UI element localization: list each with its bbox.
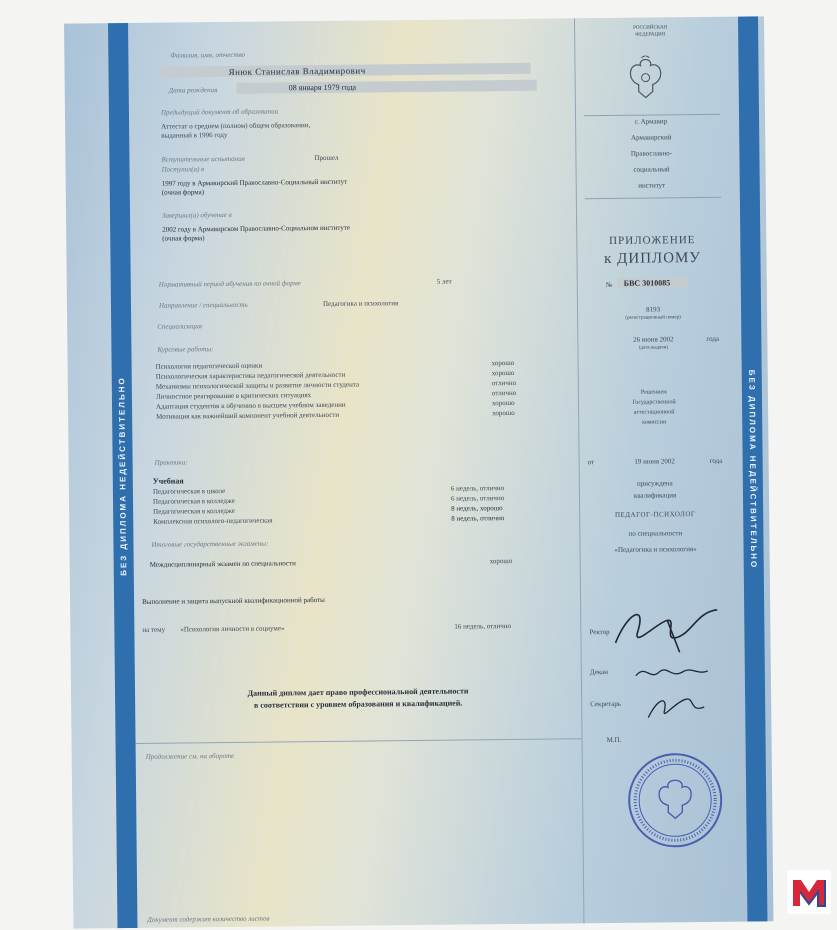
issue-date-suffix: года bbox=[706, 334, 720, 343]
entrance-label: Вступительные испытания bbox=[161, 154, 245, 164]
coursework-title: Психология педагогической оценки bbox=[155, 361, 263, 371]
exam-title: Междисциплинарный экзамен по специальности bbox=[149, 559, 296, 569]
practice-grade: 8 недель, отлично bbox=[451, 514, 505, 523]
specialty-intro: по специальности bbox=[628, 529, 683, 538]
coursework-grade: хорошо bbox=[491, 368, 515, 378]
thesis-label: Выполнение и защита выпускной квалификационной работы bbox=[142, 595, 325, 606]
right-strip-text: БЕЗ ДИПЛОМА НЕДЕЙСТВИТЕЛЬНО bbox=[747, 369, 759, 569]
city: г. Армавир bbox=[634, 117, 668, 126]
practice-label: Практики: bbox=[154, 458, 188, 467]
round-seal-icon bbox=[625, 750, 726, 851]
signature-icon bbox=[607, 592, 728, 663]
reg-number: 8193 bbox=[646, 305, 661, 314]
date-of-birth: 08 января 1979 года bbox=[288, 82, 357, 93]
coursework-title: Мотивация как важнейший компонент учебной деятельности bbox=[156, 410, 340, 421]
coursework-title: Психологическая характеристика педагогической деятельности bbox=[155, 370, 346, 381]
practice-title: Педагогическая в колледже bbox=[153, 506, 235, 516]
rector-label: Ректор bbox=[589, 627, 610, 637]
coursework-title: Адаптация студентов к обучению в высшем учебном заведении bbox=[155, 400, 346, 411]
prev-doc-line-2: выданный в 1996 году bbox=[161, 130, 228, 140]
coursework-grade: отлично bbox=[491, 388, 517, 398]
entered-label: Поступил(а) в bbox=[161, 165, 205, 174]
practice-title: Комплексная психолого-педагогическая bbox=[153, 516, 273, 526]
country-line-2: ФЕДЕРАЦИЯ bbox=[635, 32, 666, 38]
entrance-value: Прошел bbox=[314, 153, 339, 163]
practice-grade: 6 недель, отлично bbox=[450, 484, 505, 493]
institution-line-3: социальный bbox=[633, 165, 670, 174]
coursework-title: Личностное реагирование в критических ситуациях bbox=[155, 391, 312, 401]
thesis-prefix: на тему bbox=[142, 625, 166, 634]
country-line-1: РОССИЙСКАЯ bbox=[633, 25, 668, 31]
specialization-label: Специализация bbox=[157, 322, 203, 331]
exams-label: Итоговые государственные экзамены: bbox=[151, 539, 269, 549]
secretary-label: Секретарь bbox=[590, 699, 622, 709]
divider bbox=[585, 197, 721, 199]
decision-date-prefix: от bbox=[587, 458, 595, 467]
dob-bar bbox=[237, 80, 537, 94]
mp-label: М.П. bbox=[606, 735, 622, 745]
direction-value: Педагогика и психология bbox=[322, 299, 399, 308]
coursework-grade: хорошо bbox=[491, 398, 515, 408]
issue-date: 26 июня 2002 bbox=[633, 335, 674, 344]
finished-line-1: 2002 году в Армавирском Православно-Социальном институте bbox=[162, 223, 351, 234]
practice-grade: 6 недель, отлично bbox=[450, 494, 505, 503]
exam-grade: хорошо bbox=[489, 557, 513, 566]
prev-doc-label: Предыдущий документ об образовании bbox=[160, 107, 279, 117]
lower-block bbox=[136, 738, 584, 929]
student-name: Янюк Станислав Владимирович bbox=[228, 65, 366, 77]
series-number: БВС 3010085 bbox=[623, 278, 671, 288]
left-strip-text: БЕЗ ДИПЛОМА НЕДЕЙСТВИТЕЛЬНО bbox=[117, 375, 129, 576]
decision-date: 19 июня 2002 bbox=[634, 457, 675, 466]
coat-of-arms-icon bbox=[627, 55, 663, 99]
practice-title: Педагогическая в колледже bbox=[152, 496, 235, 506]
institution-line-2: Православно- bbox=[630, 149, 673, 158]
divider bbox=[584, 114, 720, 116]
finished-line-2: (очная форма) bbox=[162, 234, 205, 243]
duration-value: 5 лет bbox=[436, 277, 452, 286]
institution-line-4: институт bbox=[638, 181, 666, 190]
main-content bbox=[128, 18, 582, 743]
issue-date-label: (дата выдачи) bbox=[638, 345, 669, 351]
signature-icon bbox=[642, 687, 712, 728]
entered-line-1: 1997 году в Армавирский Православно-Социальный институт bbox=[161, 177, 348, 188]
appendix-subtitle: к ДИПЛОМУ bbox=[603, 250, 702, 268]
decision-line-2: Государственной bbox=[632, 399, 676, 406]
decision-line-1: Решением bbox=[640, 389, 667, 396]
duration-label: Нормативный период обучения по очной форме bbox=[158, 279, 301, 289]
coursework-grade: отлично bbox=[491, 378, 517, 388]
direction-label: Направление / специальность bbox=[158, 300, 248, 310]
bottom-text: Документ содержит количество листов bbox=[147, 914, 270, 924]
entered-line-2: (очная форма) bbox=[161, 188, 205, 197]
dean-label: Декан bbox=[589, 668, 609, 677]
coursework-grade: хорошо bbox=[491, 358, 515, 368]
signature-icon bbox=[632, 657, 712, 688]
qualification-intro-1: присуждена bbox=[636, 479, 673, 488]
coursework-label: Курсовые работы: bbox=[157, 345, 214, 354]
coursework-title: Механизмы психологической защиты и развитие личности студента bbox=[155, 380, 360, 391]
continuation-label: Продолжение см. на обороте bbox=[145, 751, 235, 761]
decision-line-4: комиссии bbox=[642, 419, 667, 426]
practice-grade: 8 недель, хорошо bbox=[451, 504, 503, 513]
decision-date-suffix: года bbox=[709, 456, 723, 465]
appendix-title: ПРИЛОЖЕНИЕ bbox=[609, 234, 696, 247]
footer-line-1: Данный диплом дает право профессиональной деятельности bbox=[247, 686, 469, 698]
m-logo-icon bbox=[787, 870, 831, 914]
diploma-appendix-sheet bbox=[64, 16, 773, 928]
footer-line-2: в соответствии с уровнем образования и квалификацией. bbox=[253, 698, 463, 710]
dob-label: Дата рождения bbox=[168, 86, 218, 95]
institution-line-1: Армавирский bbox=[630, 133, 672, 142]
qualification: ПЕДАГОГ-ПСИХОЛОГ bbox=[614, 510, 696, 519]
finished-label: Завершил(а) обучение в bbox=[161, 210, 232, 220]
thesis-title: «Психология личности в социуме» bbox=[180, 624, 285, 634]
fio-label: Фамилия, имя, отчество bbox=[170, 50, 246, 60]
thesis-grade: 16 недель, отлично bbox=[454, 622, 512, 631]
qualification-intro-2: квалификация bbox=[633, 491, 677, 500]
prev-doc-line-1: Аттестат о среднем (полном) общем образовании, bbox=[161, 121, 311, 131]
reg-label: (регистрационный номер) bbox=[625, 315, 681, 321]
coursework-grade: хорошо bbox=[492, 408, 515, 418]
right-strip bbox=[738, 16, 767, 921]
practice-title: Педагогическая в школе bbox=[152, 487, 226, 496]
decision-line-3: аттестационной bbox=[633, 409, 675, 416]
series-prefix: № bbox=[605, 280, 613, 290]
side-column bbox=[574, 17, 734, 924]
practice-heading: Учебная bbox=[152, 476, 184, 486]
specialty: «Педагогика и психология» bbox=[614, 545, 697, 554]
